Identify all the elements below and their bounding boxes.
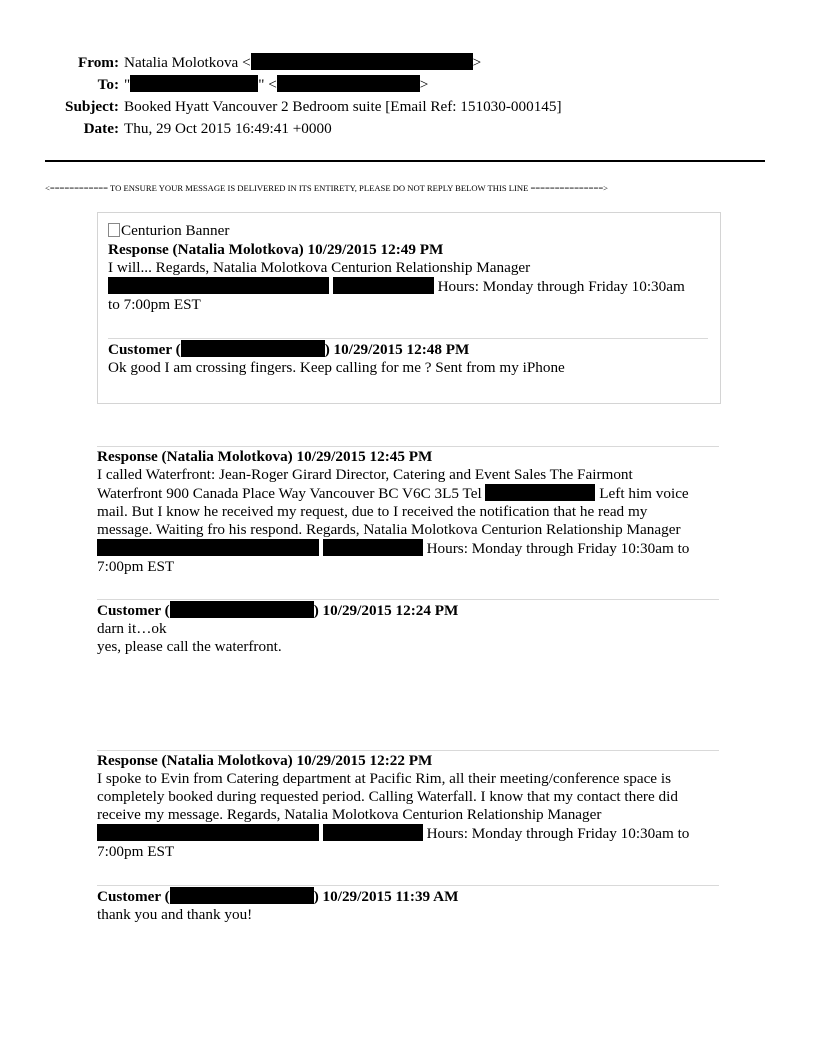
subject-label: Subject:	[65, 98, 119, 115]
reply-notice: <============ TO ENSURE YOUR MESSAGE IS DELIVERED IN ITS ENTIRETY, PLEASE DO NOT REPLY BELOW THIS LINE ===============>	[45, 183, 609, 193]
message-customer-1248	[108, 340, 708, 377]
message-header: Customer ( ) 10/29/2015 11:39 AM	[97, 888, 459, 905]
message-response-1245	[97, 448, 719, 576]
redaction	[170, 601, 314, 618]
message-line: Waterfront 900 Canada Place Way Vancouver BC V6C 3L5 Tel Left him voice	[97, 485, 689, 502]
message-separator	[97, 750, 719, 751]
subject-value: Booked Hyatt Vancouver 2 Bedroom suite [Email Ref: 151030-000145]	[124, 98, 562, 115]
date-value: Thu, 29 Oct 2015 16:49:41 +0000	[124, 120, 332, 137]
message-separator	[97, 885, 719, 886]
date-label: Date:	[83, 120, 119, 137]
message-line: thank you and thank you!	[97, 906, 253, 923]
redaction	[170, 887, 314, 904]
message-line: Hours: Monday through Friday 10:30am to	[97, 539, 719, 558]
message-header: Response (Natalia Molotkova) 10/29/2015 12:49 PM	[108, 241, 444, 258]
message-customer-1139	[97, 887, 719, 924]
message-header: Response (Natalia Molotkova) 10/29/2015 12:45 PM	[97, 448, 433, 465]
redaction	[323, 539, 423, 556]
message-header: Customer ( ) 10/29/2015 12:24 PM	[97, 602, 459, 619]
message-line: 7:00pm EST	[97, 558, 175, 575]
redaction	[251, 53, 473, 70]
redaction	[97, 539, 319, 556]
redaction	[181, 340, 325, 357]
redaction	[333, 277, 434, 294]
message-separator	[97, 446, 719, 447]
message-header: Response (Natalia Molotkova) 10/29/2015 12:22 PM	[97, 752, 433, 769]
message-header: Customer ( ) 10/29/2015 12:48 PM	[108, 341, 470, 358]
message-line: darn it…ok	[97, 620, 167, 637]
message-line: receive my message. Regards, Natalia Molotkova Centurion Relationship Manager	[97, 806, 602, 823]
to-label: To:	[97, 76, 119, 93]
message-line: Hours: Monday through Friday 10:30am	[108, 277, 708, 296]
broken-image-icon	[108, 223, 120, 237]
message-line: message. Waiting fro his respond. Regards, Natalia Molotkova Centurion Relationship Manager	[97, 521, 681, 538]
from-label: From:	[77, 54, 119, 71]
message-line: I will... Regards, Natalia Molotkova Centurion Relationship Manager	[108, 259, 531, 276]
message-line: Ok good I am crossing fingers. Keep calling for me ? Sent from my iPhone	[108, 359, 565, 376]
redaction	[277, 75, 420, 92]
redaction	[97, 824, 319, 841]
message-line: mail. But I know he received my request, due to I received the notification that he read my	[97, 503, 648, 520]
from-value: Natalia Molotkova < >	[124, 54, 482, 71]
message-line: I called Waterfront: Jean-Roger Girard Director, Catering and Event Sales The Fairmont	[97, 466, 633, 483]
message-line: to 7:00pm EST	[108, 296, 201, 313]
message-customer-1224	[97, 601, 719, 656]
message-line: I spoke to Evin from Catering department at Pacific Rim, all their meeting/conference space is	[97, 770, 671, 787]
redaction	[485, 484, 595, 501]
message-line: yes, please call the waterfront.	[97, 638, 282, 655]
redaction	[323, 824, 423, 841]
redaction	[130, 75, 258, 92]
message-response-1222	[97, 752, 719, 861]
message-line: 7:00pm EST	[97, 843, 175, 860]
header-divider	[45, 160, 765, 162]
message-line: Hours: Monday through Friday 10:30am to	[97, 824, 719, 843]
banner-image: Centurion Banner	[108, 222, 229, 240]
message-line: completely booked during requested period. Calling Waterfall. I know that my contact there did	[97, 788, 678, 805]
message-separator	[108, 338, 708, 339]
message-response-1249	[108, 241, 708, 314]
message-separator	[97, 599, 719, 600]
to-value: " " < >	[124, 76, 429, 93]
redaction	[108, 277, 329, 294]
